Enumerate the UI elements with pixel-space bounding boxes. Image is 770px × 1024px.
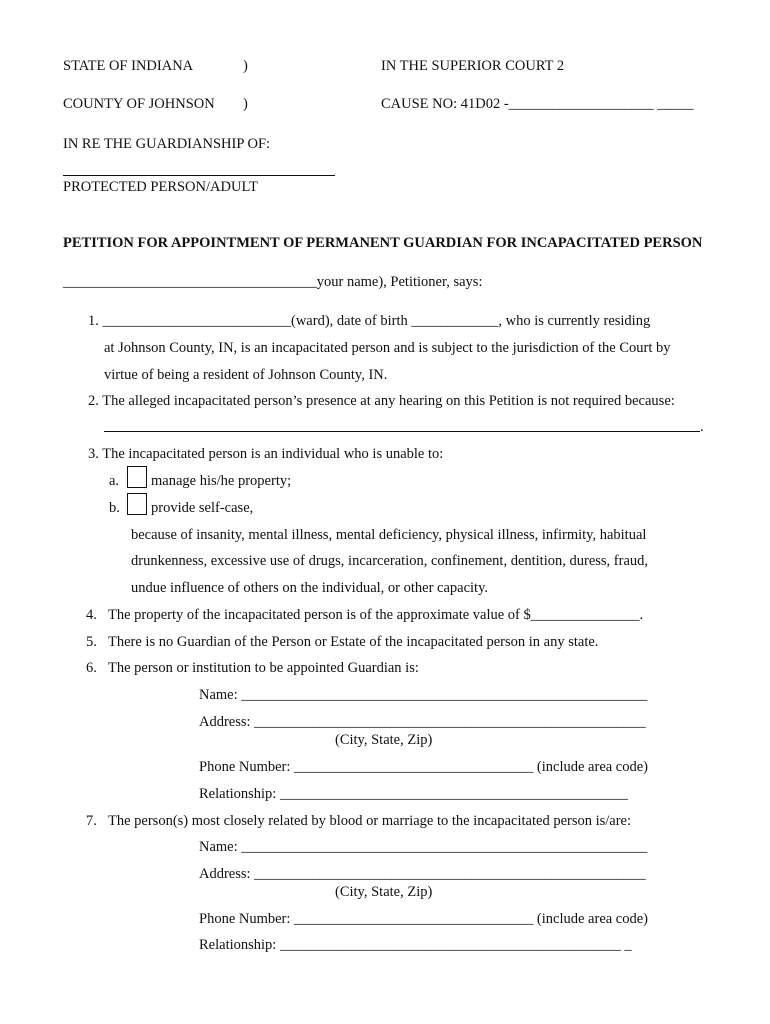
court-label: IN THE SUPERIOR COURT 2 bbox=[381, 58, 565, 74]
guardian-address-field[interactable]: Address: ______________________________________________________ bbox=[199, 714, 646, 730]
item-7-number: 7. bbox=[86, 813, 97, 829]
item-3a-letter: a. bbox=[109, 473, 120, 489]
item-2-period: . bbox=[700, 419, 704, 435]
item-1-line-2: at Johnson County, IN, is an incapacitated person and is subject to the jurisdiction of the Court by bbox=[104, 340, 671, 356]
item-4-number: 4. bbox=[86, 607, 97, 623]
relative-address-field[interactable]: Address: ______________________________________________________ bbox=[199, 866, 646, 882]
state-paren: ) bbox=[243, 58, 248, 74]
guardian-relationship-field[interactable]: Relationship: ________________________________________________ bbox=[199, 786, 628, 802]
item-3-because-2: drunkenness, excessive use of drugs, incarceration, confinement, dentition, duress, fraud, bbox=[131, 553, 649, 569]
document-title: PETITION FOR APPOINTMENT OF PERMANENT GUARDIAN FOR INCAPACITATED PERSON bbox=[63, 235, 703, 251]
county-label: COUNTY OF JOHNSON bbox=[63, 96, 215, 112]
item-1-line-3: virtue of being a resident of Johnson County, IN. bbox=[104, 367, 388, 383]
item-3b-letter: b. bbox=[109, 500, 120, 516]
item-2-line-1: 2. The alleged incapacitated person’s presence at any hearing on this Petition is not required because: bbox=[88, 393, 675, 409]
item-2-reason-line[interactable] bbox=[104, 431, 700, 432]
relative-city-caption: (City, State, Zip) bbox=[335, 884, 433, 900]
cause-number-field[interactable]: CAUSE NO: 41D02 -____________________ _____ bbox=[381, 96, 694, 112]
county-paren: ) bbox=[243, 96, 248, 112]
item-3b-text: provide self-case, bbox=[151, 500, 254, 516]
item-5-number: 5. bbox=[86, 634, 97, 650]
item-1-line-1[interactable]: 1. __________________________(ward), date of birth ____________, who is currently residing bbox=[88, 313, 651, 329]
protected-person-name-line[interactable] bbox=[63, 175, 335, 176]
item-3-because-3: undue influence of others on the individual, or other capacity. bbox=[131, 580, 489, 596]
self-care-checkbox[interactable] bbox=[127, 493, 147, 515]
manage-property-checkbox[interactable] bbox=[127, 466, 147, 488]
guardian-phone-field[interactable]: Phone Number: _________________________________ (include area code) bbox=[199, 759, 649, 775]
item-5-text: There is no Guardian of the Person or Estate of the incapacitated person in any state. bbox=[108, 634, 599, 650]
state-label: STATE OF INDIANA bbox=[63, 58, 194, 74]
item-6-number: 6. bbox=[86, 660, 97, 676]
in-re-label: IN RE THE GUARDIANSHIP OF: bbox=[63, 136, 271, 152]
item-6-text: The person or institution to be appointed Guardian is: bbox=[108, 660, 419, 676]
relative-relationship-field[interactable]: Relationship: _______________________________________________ _ bbox=[199, 937, 632, 953]
petitioner-name-field[interactable]: ___________________________________your name), Petitioner, says: bbox=[63, 274, 483, 290]
item-4-text[interactable]: The property of the incapacitated person is of the approximate value of $_______________. bbox=[108, 607, 644, 623]
relative-phone-field[interactable]: Phone Number: _________________________________ (include area code) bbox=[199, 911, 649, 927]
protected-person-label: PROTECTED PERSON/ADULT bbox=[63, 179, 258, 195]
guardian-name-field[interactable]: Name: ________________________________________________________ bbox=[199, 687, 648, 703]
item-3-because-1: because of insanity, mental illness, mental deficiency, physical illness, infirmity, habitual bbox=[131, 527, 647, 543]
item-7-text: The person(s) most closely related by blood or marriage to the incapacitated person is/are: bbox=[108, 813, 632, 829]
relative-name-field[interactable]: Name: ________________________________________________________ bbox=[199, 839, 648, 855]
item-3a-text: manage his/he property; bbox=[151, 473, 292, 489]
item-3-line-1: 3. The incapacitated person is an individual who is unable to: bbox=[88, 446, 444, 462]
guardian-city-caption: (City, State, Zip) bbox=[335, 732, 433, 748]
